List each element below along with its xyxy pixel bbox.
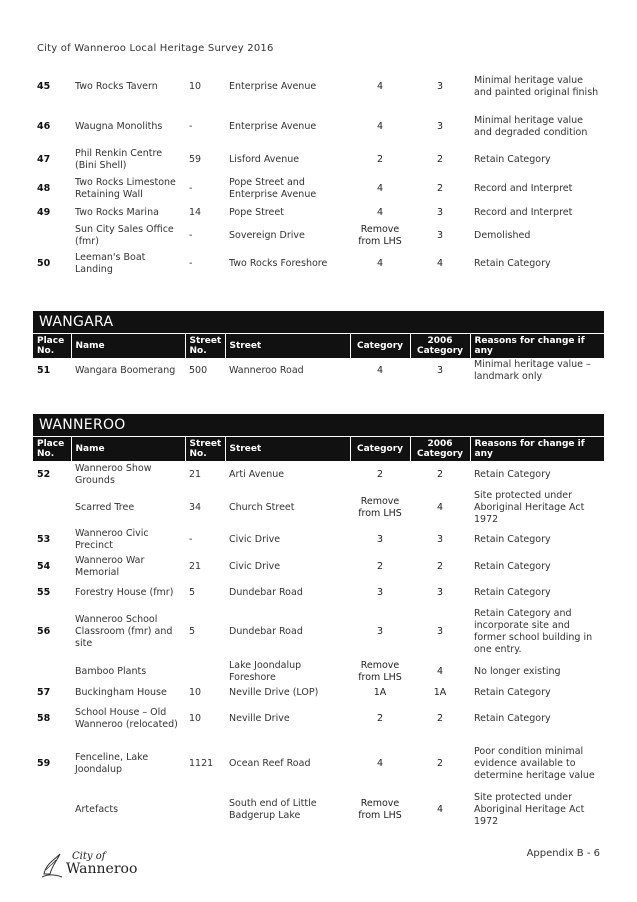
reason-cell: Poor condition minimal evidence available to determine heritage value (474, 746, 595, 781)
street-no-cell: - (189, 257, 193, 269)
name-cell: Wanneroo War Memorial (75, 554, 145, 578)
street-cell: Pope Street (229, 207, 284, 218)
category-cell: 4 (376, 758, 384, 769)
name-cell: Artefacts (75, 804, 119, 815)
street-no-cell: 59 (189, 153, 202, 165)
place-no-cell: 48 (37, 183, 51, 194)
name-cell: Two Rocks Limestone Retaining Wall (75, 177, 176, 200)
category-2006-cell: 3 (436, 207, 444, 218)
reason-cell: Retain Category (474, 713, 551, 724)
place-no-cell: 51 (37, 365, 51, 376)
category-2006-cell: 3 (436, 365, 444, 376)
street-no-cell: 10 (189, 713, 202, 724)
category-2006-cell: 2 (436, 469, 444, 480)
city-of-wanneroo-logo (40, 850, 150, 884)
table-row (33, 606, 604, 658)
reason-cell: Retain Category (474, 534, 551, 545)
col-header-2006-category: 2006 Category (410, 334, 470, 358)
reason-cell: Retain Category and incorporate site and former school building in one entry. (474, 608, 593, 655)
place-no-cell (33, 790, 71, 830)
street-cell: Civic Drive (229, 560, 281, 572)
name-cell: Fenceline, Lake Joondalup (75, 752, 149, 775)
table-row (33, 249, 604, 278)
category-cell: 4 (376, 120, 384, 132)
place-no-cell: 59 (37, 758, 51, 769)
category-2006-cell: 3 (436, 534, 444, 545)
name-cell: Two Rocks Tavern (75, 81, 158, 92)
table-row (33, 358, 604, 384)
table-row (33, 461, 604, 489)
street-no-cell: - (189, 183, 193, 194)
col-header-street-no: Street No. (185, 334, 225, 358)
place-no-cell: 58 (37, 713, 51, 724)
street-no-cell: 500 (189, 365, 208, 376)
street-cell: Neville Drive (LOP) (229, 687, 319, 698)
table-row (33, 174, 604, 204)
street-no-cell: - (189, 229, 193, 241)
category-cell: Remove from LHS (358, 496, 402, 519)
table-row (33, 222, 604, 249)
name-cell: Wanneroo School Classroom (fmr) and site (75, 614, 173, 649)
street-no-cell: - (189, 534, 193, 545)
category-2006-cell: 3 (436, 81, 444, 92)
reason-cell: Demolished (474, 229, 531, 241)
name-cell: Waugna Monoliths (75, 120, 163, 132)
street-cell: Sovereign Drive (229, 229, 305, 241)
page-header: City of Wanneroo Local Heritage Survey 2016 (37, 43, 274, 54)
category-2006-cell: 4 (436, 666, 444, 677)
category-cell: Remove from LHS (358, 798, 402, 821)
street-no-cell: 34 (189, 502, 202, 513)
category-cell: 2 (376, 560, 384, 572)
table-row (33, 580, 604, 606)
table-header-row (33, 334, 604, 358)
logo-line-1: City of (72, 851, 106, 862)
col-header-category: Category (350, 334, 410, 358)
street-cell: Arti Avenue (229, 469, 285, 480)
category-cell: 3 (376, 534, 384, 545)
category-2006-cell: 2 (436, 153, 444, 165)
reason-cell: Site protected under Aboriginal Heritage Act 1972 (474, 792, 585, 827)
place-no-cell: 49 (37, 207, 51, 218)
street-cell: Pope Street and Enterprise Avenue (229, 177, 317, 200)
col-header-name: Name (71, 437, 185, 461)
street-cell: Enterprise Avenue (229, 120, 317, 132)
street-cell: Lisford Avenue (229, 153, 300, 165)
street-no-cell: 5 (189, 587, 196, 598)
street-no-cell: 10 (189, 687, 202, 698)
name-cell: Sun City Sales Office (fmr) (75, 223, 174, 247)
reason-cell: Retain Category (474, 560, 551, 572)
swan-logo-icon (40, 850, 64, 880)
street-no-cell: - (189, 120, 193, 132)
category-cell: 4 (376, 257, 384, 269)
name-cell: Wanneroo Civic Precinct (75, 528, 149, 551)
logo-line-2: Wanneroo (66, 861, 138, 877)
table-row (33, 686, 604, 700)
category-2006-cell: 4 (436, 804, 444, 815)
name-cell: Scarred Tree (75, 502, 135, 513)
street-cell: Civic Drive (229, 534, 281, 545)
category-2006-cell: 4 (436, 257, 444, 269)
street-no-cell (185, 790, 225, 830)
col-header-street: Street (225, 437, 350, 461)
table-row (33, 790, 604, 830)
category-2006-cell: 4 (436, 502, 444, 513)
place-no-cell: 56 (37, 626, 51, 637)
category-2006-cell: 3 (436, 626, 444, 637)
category-2006-cell: 2 (436, 713, 444, 724)
street-cell: Enterprise Avenue (229, 81, 317, 92)
category-2006-cell: 3 (436, 120, 444, 132)
place-no-cell: 53 (37, 534, 51, 545)
place-no-cell: 47 (37, 153, 51, 165)
street-cell: Two Rocks Foreshore (229, 257, 328, 269)
street-cell: Church Street (229, 502, 295, 513)
table-row (33, 489, 604, 527)
reason-cell: Retain Category (474, 587, 551, 598)
wangara-table (33, 334, 604, 384)
place-no-cell: 45 (37, 81, 51, 92)
col-header-2006-category: 2006 Category (410, 437, 470, 461)
reason-cell: Site protected under Aboriginal Heritage Act 1972 (474, 490, 585, 525)
col-header-reasons: Reasons for change if any (470, 334, 604, 358)
category-cell: 3 (376, 626, 384, 637)
table-row (33, 738, 604, 790)
table-row (33, 66, 604, 108)
street-cell: Dundebar Road (229, 626, 303, 637)
category-cell: 4 (376, 207, 384, 218)
place-no-cell: 54 (37, 560, 51, 572)
col-header-category: Category (350, 437, 410, 461)
reason-cell: Retain Category (474, 257, 551, 269)
section-title-wangara: WANGARA (33, 311, 604, 333)
table-row (33, 527, 604, 553)
street-no-cell: 14 (189, 207, 202, 218)
street-no-cell: 21 (189, 560, 202, 572)
street-cell: Neville Drive (229, 713, 290, 724)
category-cell: 4 (376, 365, 384, 376)
place-no-cell: 52 (37, 469, 51, 480)
place-no-cell: 57 (37, 687, 51, 698)
place-no-cell (33, 222, 71, 249)
street-cell: Dundebar Road (229, 587, 303, 598)
category-cell: Remove from LHS (358, 223, 402, 247)
street-cell: South end of Little Badgerup Lake (229, 798, 317, 821)
category-2006-cell: 2 (436, 183, 444, 194)
category-cell: 1A (373, 687, 387, 698)
street-cell: Wanneroo Road (229, 365, 304, 376)
name-cell: Wanneroo Show Grounds (75, 463, 152, 486)
name-cell: School House – Old Wanneroo (relocated) (75, 707, 178, 730)
name-cell: Bamboo Plants (75, 666, 147, 677)
table-row (33, 145, 604, 174)
category-2006-cell: 1A (433, 687, 447, 698)
reason-cell: Record and Interpret (474, 207, 573, 218)
category-2006-cell: 2 (436, 758, 444, 769)
street-no-cell: 21 (189, 469, 202, 480)
reason-cell: Retain Category (474, 153, 551, 165)
name-cell: Two Rocks Marina (75, 207, 159, 218)
reason-cell: Minimal heritage value and degraded condition (474, 114, 588, 138)
reason-cell: Retain Category (474, 469, 551, 480)
category-cell: 2 (376, 153, 384, 165)
reason-cell: Retain Category (474, 687, 551, 698)
street-cell: Lake Joondalup Foreshore (229, 660, 302, 683)
street-no-cell (185, 658, 225, 686)
table-row (33, 204, 604, 222)
col-header-place-no: Place No. (33, 334, 71, 358)
name-cell: Forestry House (fmr) (75, 587, 174, 598)
col-header-reasons: Reasons for change if any (470, 437, 604, 461)
section-title-wanneroo: WANNEROO (33, 414, 604, 436)
col-header-name: Name (71, 334, 185, 358)
category-2006-cell: 3 (436, 587, 444, 598)
category-cell: 3 (376, 587, 384, 598)
street-no-cell: 5 (189, 626, 196, 637)
table-header-row (33, 437, 604, 461)
col-header-street: Street (225, 334, 350, 358)
name-cell: Buckingham House (75, 687, 167, 698)
place-no-cell: 50 (37, 257, 51, 269)
street-no-cell: 10 (189, 81, 202, 92)
street-no-cell: 1121 (189, 758, 214, 769)
category-cell: 2 (376, 713, 384, 724)
table-row (33, 553, 604, 580)
reason-cell: Record and Interpret (474, 183, 573, 194)
category-2006-cell: 2 (436, 560, 444, 572)
name-cell: Phil Renkin Centre (Bini Shell) (75, 147, 163, 171)
category-cell: Remove from LHS (358, 660, 402, 683)
reason-cell: No longer existing (474, 666, 561, 677)
place-no-cell: 55 (37, 587, 51, 598)
category-cell: 4 (376, 183, 384, 194)
col-header-place-no: Place No. (33, 437, 71, 461)
category-cell: 2 (376, 469, 384, 480)
appendix-page-label: Appendix B - 6 (526, 848, 600, 859)
place-no-cell: 46 (37, 120, 51, 132)
category-cell: 4 (376, 81, 384, 92)
category-2006-cell: 3 (436, 229, 444, 241)
table-row (33, 658, 604, 686)
table-row (33, 108, 604, 145)
wanneroo-table (33, 437, 604, 830)
name-cell: Wangara Boomerang (75, 365, 176, 376)
street-cell: Ocean Reef Road (229, 758, 311, 769)
place-no-cell (33, 658, 71, 686)
place-no-cell (33, 489, 71, 527)
continuation-table (33, 66, 604, 278)
table-row (33, 700, 604, 738)
reason-cell: Minimal heritage value – landmark only (474, 359, 591, 382)
col-header-street-no: Street No. (185, 437, 225, 461)
reason-cell: Minimal heritage value and painted original finish (474, 75, 599, 98)
name-cell: Leeman's Boat Landing (75, 251, 146, 275)
